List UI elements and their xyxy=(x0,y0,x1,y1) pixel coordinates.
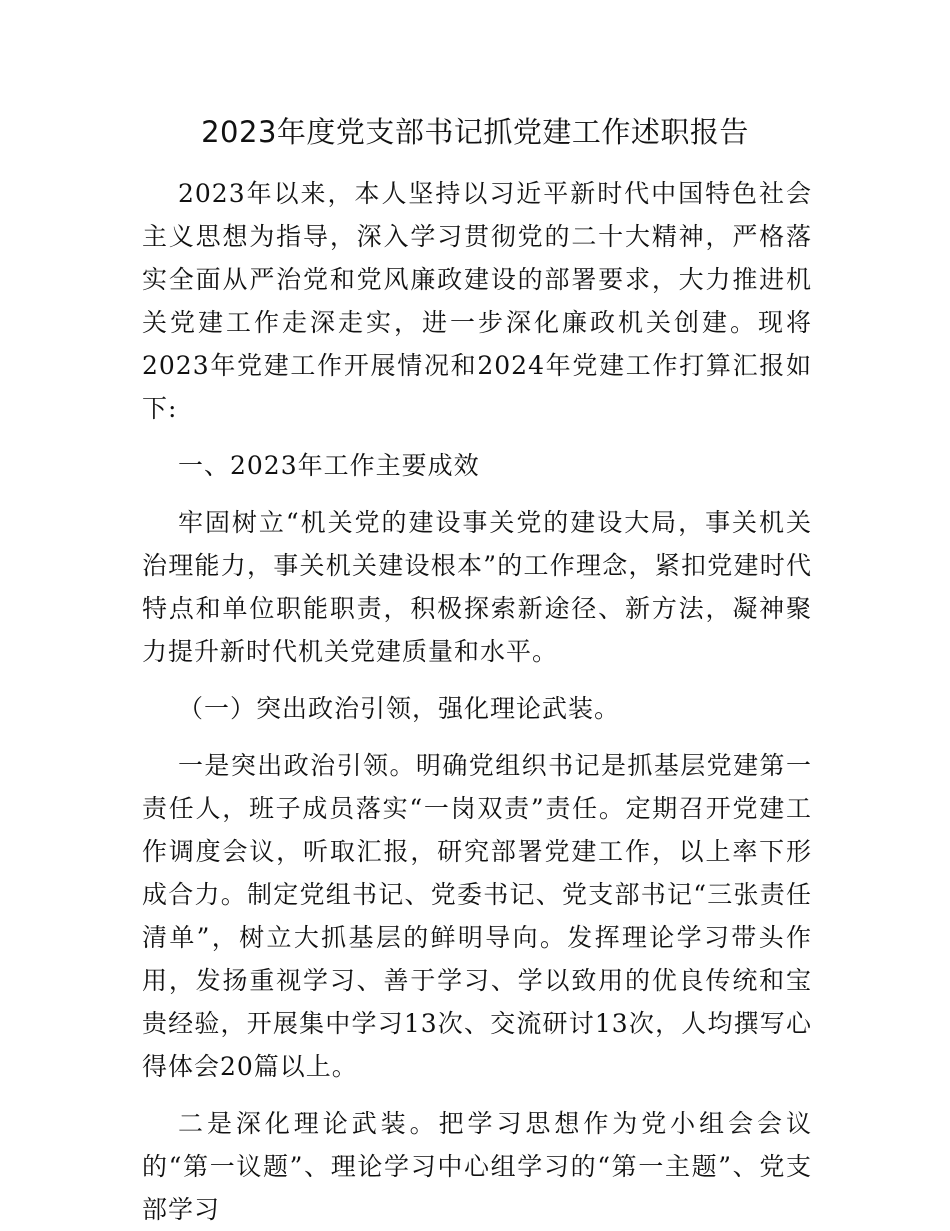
section-heading-1: 一、2023年工作主要成效 xyxy=(178,451,480,480)
document-title: 2023年度党支部书记抓党建工作述职报告 xyxy=(201,115,749,149)
theory-armament-paragraph: 二是深化理论武装。把学习思想作为党小组会会议的“第一议题”、理论学习中心组学习的“第一主题”、党支部学习 xyxy=(142,1109,812,1224)
section-1-intro-paragraph: 牢固树立“机关党的建设事关党的建设大局，事关机关治理能力，事关机关建设根本”的工作理念，紧扣党建时代特点和单位职能职责，积极探索新途径、新方法，凝神聚力提升新时代机关党建质量和水平。 xyxy=(142,508,812,666)
subsection-heading-1: （一）突出政治引领，强化理论武装。 xyxy=(178,694,621,723)
document-body xyxy=(142,172,812,1231)
intro-paragraph: 2023年以来，本人坚持以习近平新时代中国特色社会主义思想为指导，深入学习贯彻党的二十大精神，严格落实全面从严治党和党风廉政建设的部署要求，大力推进机关党建工作走深走实，进一步深化廉政机关创建。现将2023年党建工作开展情况和2024年党建工作打算汇报如下: xyxy=(142,179,812,423)
political-leadership-paragraph: 一是突出政治引领。明确党组织书记是抓基层党建第一责任人，班子成员落实“一岗双责”责任。定期召开党建工作调度会议，听取汇报，研究部署党建工作，以上率下形成合力。制定党组书记、党委书记、党支部书记“三张责任清单”，树立大抓基层的鲜明导向。发挥理论学习带头作用，发扬重视学习、善于学习、学以致用的优良传统和宝贵经验，开展集中学习13次、交流研讨13次，人均撰写心得体会20篇以上。 xyxy=(142,751,812,1081)
